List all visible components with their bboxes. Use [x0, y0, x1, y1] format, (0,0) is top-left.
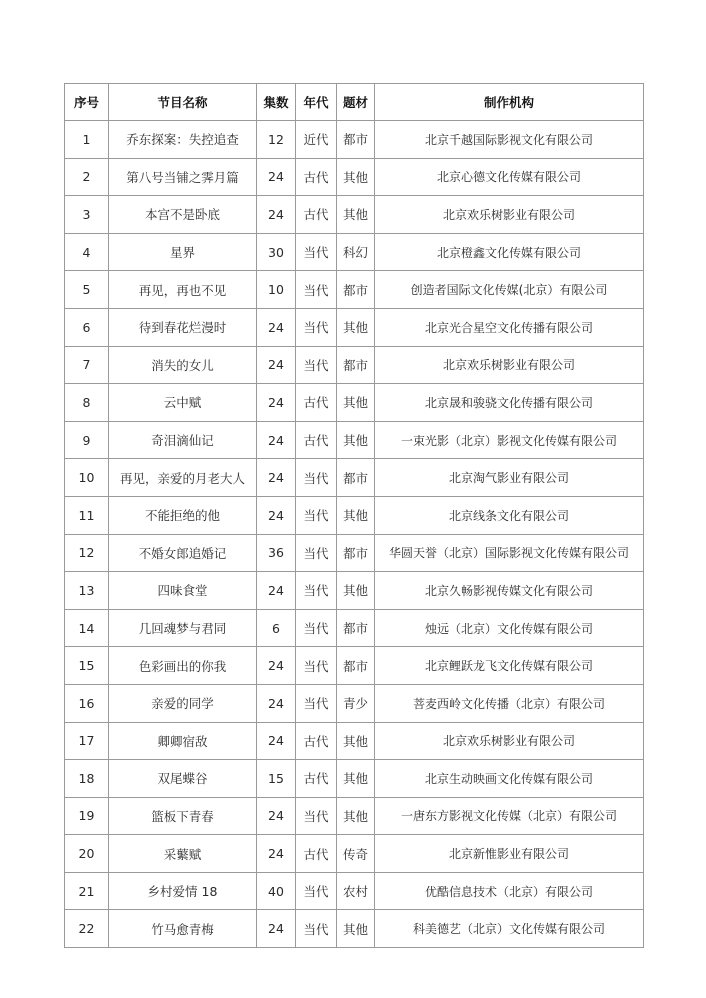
table-header-row [65, 84, 644, 121]
table-row [65, 797, 644, 835]
row-episodes: 30 [257, 233, 296, 271]
table-row [65, 384, 644, 422]
row-genre: 农村 [337, 872, 375, 910]
row-producer: 北京千越国际影视文化有限公司 [375, 121, 644, 159]
header-program-name: 节目名称 [109, 84, 257, 121]
program-table [64, 83, 644, 948]
row-program-name: 消失的女儿 [109, 346, 257, 384]
row-era: 当代 [296, 797, 337, 835]
row-episodes: 24 [257, 308, 296, 346]
table-row [65, 158, 644, 196]
row-index: 14 [65, 609, 109, 647]
row-genre: 其他 [337, 421, 375, 459]
row-genre: 都市 [337, 271, 375, 309]
table-row [65, 722, 644, 760]
table-row [65, 121, 644, 159]
row-genre: 其他 [337, 496, 375, 534]
header-index: 序号 [65, 84, 109, 121]
row-producer: 华圆天誉（北京）国际影视文化传媒有限公司 [375, 534, 644, 572]
header-era: 年代 [296, 84, 337, 121]
row-genre: 其他 [337, 797, 375, 835]
row-program-name: 亲爱的同学 [109, 684, 257, 722]
row-era: 当代 [296, 271, 337, 309]
table-row [65, 496, 644, 534]
row-index: 22 [65, 910, 109, 948]
row-program-name: 四味食堂 [109, 572, 257, 610]
row-genre: 其他 [337, 760, 375, 798]
row-index: 6 [65, 308, 109, 346]
row-episodes: 24 [257, 158, 296, 196]
row-episodes: 24 [257, 346, 296, 384]
header-episodes: 集数 [257, 84, 296, 121]
row-era: 当代 [296, 346, 337, 384]
row-producer: 北京生动映画文化传媒有限公司 [375, 760, 644, 798]
row-genre: 传奇 [337, 835, 375, 873]
row-era: 当代 [296, 684, 337, 722]
row-episodes: 24 [257, 459, 296, 497]
row-era: 古代 [296, 158, 337, 196]
row-producer: 菩麦西岭文化传播（北京）有限公司 [375, 684, 644, 722]
table-row [65, 760, 644, 798]
row-era: 古代 [296, 722, 337, 760]
row-producer: 北京心德文化传媒有限公司 [375, 158, 644, 196]
row-index: 2 [65, 158, 109, 196]
row-producer: 北京光合星空文化传播有限公司 [375, 308, 644, 346]
row-era: 当代 [296, 572, 337, 610]
row-era: 当代 [296, 459, 337, 497]
table-row [65, 647, 644, 685]
table-row [65, 233, 644, 271]
table-row [65, 684, 644, 722]
header-producer: 制作机构 [375, 84, 644, 121]
row-episodes: 24 [257, 572, 296, 610]
row-program-name: 乡村爱情 18 [109, 872, 257, 910]
table-row [65, 308, 644, 346]
row-program-name: 再见，再也不见 [109, 271, 257, 309]
row-producer: 北京淘气影业有限公司 [375, 459, 644, 497]
row-genre: 都市 [337, 459, 375, 497]
row-era: 近代 [296, 121, 337, 159]
row-index: 18 [65, 760, 109, 798]
row-episodes: 15 [257, 760, 296, 798]
row-episodes: 24 [257, 196, 296, 234]
row-index: 10 [65, 459, 109, 497]
row-program-name: 云中赋 [109, 384, 257, 422]
row-program-name: 篮板下青春 [109, 797, 257, 835]
row-index: 15 [65, 647, 109, 685]
row-program-name: 几回魂梦与君同 [109, 609, 257, 647]
row-episodes: 40 [257, 872, 296, 910]
row-producer: 一唐东方影视文化传媒（北京）有限公司 [375, 797, 644, 835]
row-program-name: 星界 [109, 233, 257, 271]
table-row [65, 271, 644, 309]
table-row [65, 534, 644, 572]
row-producer: 北京晟和骏骁文化传播有限公司 [375, 384, 644, 422]
row-producer: 科美德艺（北京）文化传媒有限公司 [375, 910, 644, 948]
table-row [65, 196, 644, 234]
row-index: 17 [65, 722, 109, 760]
row-index: 13 [65, 572, 109, 610]
table-row [65, 459, 644, 497]
row-program-name: 卿卿宿敌 [109, 722, 257, 760]
row-program-name: 色彩画出的你我 [109, 647, 257, 685]
row-episodes: 10 [257, 271, 296, 309]
row-genre: 其他 [337, 158, 375, 196]
row-genre: 科幻 [337, 233, 375, 271]
row-era: 当代 [296, 910, 337, 948]
row-era: 当代 [296, 233, 337, 271]
row-index: 5 [65, 271, 109, 309]
row-producer: 北京欢乐树影业有限公司 [375, 722, 644, 760]
row-era: 古代 [296, 384, 337, 422]
table-row [65, 572, 644, 610]
row-producer: 烛远（北京）文化传媒有限公司 [375, 609, 644, 647]
row-index: 4 [65, 233, 109, 271]
row-genre: 其他 [337, 910, 375, 948]
row-episodes: 24 [257, 647, 296, 685]
row-index: 12 [65, 534, 109, 572]
row-producer: 优酷信息技术（北京）有限公司 [375, 872, 644, 910]
row-program-name: 再见，亲爱的月老大人 [109, 459, 257, 497]
row-index: 7 [65, 346, 109, 384]
row-genre: 都市 [337, 647, 375, 685]
row-episodes: 24 [257, 797, 296, 835]
row-episodes: 24 [257, 722, 296, 760]
row-producer: 北京新惟影业有限公司 [375, 835, 644, 873]
row-era: 当代 [296, 609, 337, 647]
row-episodes: 24 [257, 384, 296, 422]
row-genre: 其他 [337, 196, 375, 234]
row-genre: 青少 [337, 684, 375, 722]
table-row [65, 872, 644, 910]
row-episodes: 24 [257, 684, 296, 722]
table-row [65, 910, 644, 948]
row-genre: 都市 [337, 346, 375, 384]
row-producer: 北京鲤跃龙飞文化传媒有限公司 [375, 647, 644, 685]
row-genre: 都市 [337, 121, 375, 159]
row-producer: 创造者国际文化传媒(北京）有限公司 [375, 271, 644, 309]
row-index: 21 [65, 872, 109, 910]
row-episodes: 24 [257, 496, 296, 534]
row-program-name: 乔东探案：失控追查 [109, 121, 257, 159]
row-program-name: 待到春花烂漫时 [109, 308, 257, 346]
row-index: 1 [65, 121, 109, 159]
row-era: 当代 [296, 496, 337, 534]
row-program-name: 采蘩赋 [109, 835, 257, 873]
row-program-name: 奇泪滴仙记 [109, 421, 257, 459]
row-episodes: 6 [257, 609, 296, 647]
row-program-name: 第八号当铺之霁月篇 [109, 158, 257, 196]
row-genre: 其他 [337, 384, 375, 422]
row-genre: 其他 [337, 308, 375, 346]
row-episodes: 24 [257, 910, 296, 948]
table-row [65, 835, 644, 873]
row-index: 16 [65, 684, 109, 722]
row-episodes: 24 [257, 835, 296, 873]
row-episodes: 24 [257, 421, 296, 459]
row-index: 8 [65, 384, 109, 422]
table-row [65, 346, 644, 384]
row-genre: 其他 [337, 722, 375, 760]
row-producer: 北京久畅影视传媒文化有限公司 [375, 572, 644, 610]
row-era: 古代 [296, 196, 337, 234]
row-program-name: 不能拒绝的他 [109, 496, 257, 534]
table-body [65, 121, 644, 948]
row-program-name: 竹马愈青梅 [109, 910, 257, 948]
header-genre: 题材 [337, 84, 375, 121]
row-era: 当代 [296, 534, 337, 572]
row-program-name: 双尾蝶谷 [109, 760, 257, 798]
row-genre: 都市 [337, 534, 375, 572]
row-era: 当代 [296, 647, 337, 685]
row-index: 9 [65, 421, 109, 459]
row-genre: 都市 [337, 609, 375, 647]
row-producer: 北京橙鑫文化传媒有限公司 [375, 233, 644, 271]
row-program-name: 本宫不是卧底 [109, 196, 257, 234]
row-episodes: 36 [257, 534, 296, 572]
row-producer: 北京欢乐树影业有限公司 [375, 346, 644, 384]
row-producer: 北京线条文化有限公司 [375, 496, 644, 534]
row-era: 古代 [296, 835, 337, 873]
row-producer: 北京欢乐树影业有限公司 [375, 196, 644, 234]
row-era: 当代 [296, 872, 337, 910]
row-program-name: 不婚女郎追婚记 [109, 534, 257, 572]
row-genre: 其他 [337, 572, 375, 610]
row-producer: 一束光影（北京）影视文化传媒有限公司 [375, 421, 644, 459]
table-row [65, 609, 644, 647]
row-era: 古代 [296, 421, 337, 459]
row-index: 3 [65, 196, 109, 234]
row-episodes: 12 [257, 121, 296, 159]
row-index: 20 [65, 835, 109, 873]
table-row [65, 421, 644, 459]
row-index: 19 [65, 797, 109, 835]
row-era: 当代 [296, 308, 337, 346]
row-era: 古代 [296, 760, 337, 798]
row-index: 11 [65, 496, 109, 534]
